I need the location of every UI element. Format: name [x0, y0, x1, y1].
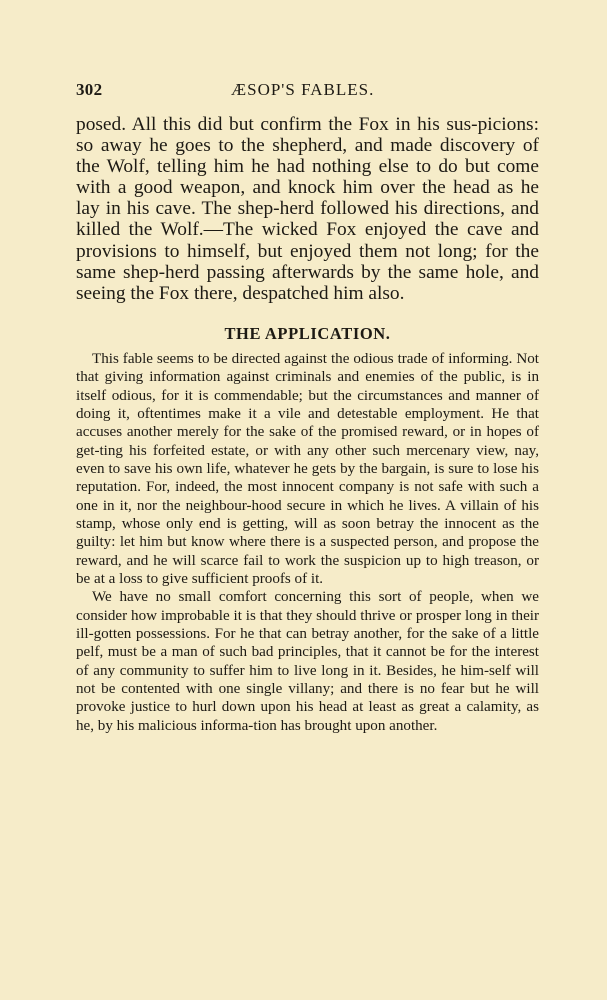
- application-paragraph-2: We have no small comfort concerning this sort of people, when we consider how improbable it is that they should thrive or prosper long in their ill-gotten possessions. For he that can betray another, for the sake of a little pelf, must be a man of such bad principles, that it cannot be for the interest of any community to suffer him to live long in it. Besides, he him-self will not be contented with one single villany; and there is no fear but he will provoke justice to hurl down upon his head at least as great a calamity, as he, by his malicious informa-tion has brought upon another.: [76, 589, 539, 734]
- application-paragraph-1: This fable seems to be directed against the odious trade of informing. Not that giving information against criminals and enemies of the public, is in itself odious, for it is commendable; but the circumstances and manner of doing it, oftentimes make it a vile and detestable employment. He that accuses another merely for the sake of the promised reward, or in hopes of get-ting his forfeited estate, or with any other such mercenary view, nay, even to save his own life, whatever he gets by the bargain, is sure to lose his reputation. For, indeed, the most innocent company is not safe with such a one in it, nor the neighbour-hood secure in which he lives. A villain of his stamp, whose only end is getting, will as soon betray the innocent as the guilty: let him but know where there is a suspected person, and propose the reward, and he will scarce fail to work the suspicion up to high treason, or be at a loss to give sufficient proofs of it.: [76, 350, 539, 587]
- book-title: ÆSOP'S FABLES.: [231, 80, 375, 99]
- page-number: 302: [76, 80, 103, 99]
- application-heading: THE APPLICATION.: [224, 323, 391, 343]
- page-body: [76, 114, 539, 735]
- fable-conclusion-paragraph: posed. All this did but confirm the Fox in his sus-picions: so away he goes to the shepherd, and made discovery of the Wolf, telling him he had nothing else to do but come with a good weapon, and knock him over the head as he lay in his cave. The shep-herd followed his directions, and killed the Wolf.—The wicked Fox enjoyed the cave and provisions to himself, but enjoyed them not long; for the same shep-herd passing afterwards by the same hole, and seeing the Fox there, despatched him also.: [76, 114, 539, 304]
- running-head: [76, 80, 539, 102]
